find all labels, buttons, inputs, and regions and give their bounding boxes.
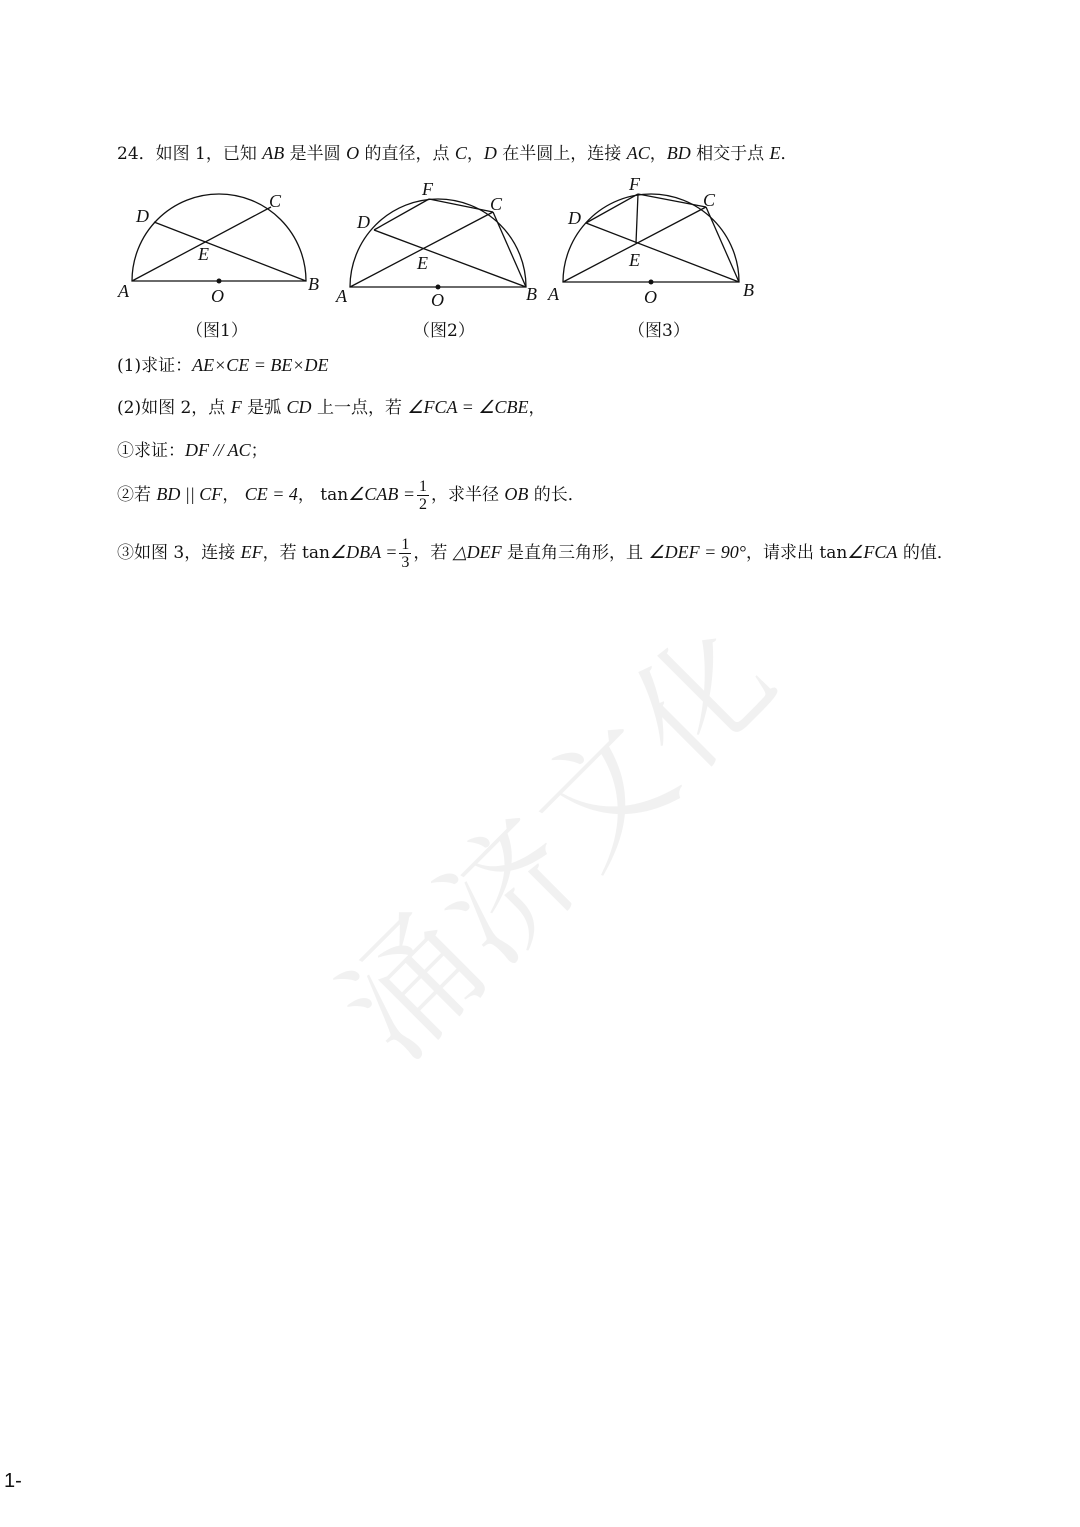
figure-2-caption: （图2） — [413, 321, 475, 341]
label-f-3: F — [629, 174, 640, 194]
figure-1-diagram — [110, 180, 330, 310]
label-e-2: E — [417, 253, 428, 273]
label-a-1: A — [118, 281, 129, 301]
center-point-2 — [436, 285, 441, 290]
label-a-3: A — [548, 284, 559, 304]
segment-bd-3 — [586, 223, 739, 282]
figure-2 — [330, 172, 560, 311]
label-a-2: A — [336, 286, 347, 306]
segment-bd-1 — [154, 222, 306, 281]
figure-2-diagram — [330, 172, 560, 310]
label-c-3: C — [703, 190, 716, 210]
segment-cb-2 — [493, 212, 526, 287]
figure-1-caption: （图1） — [186, 321, 248, 341]
segment-ac-2 — [350, 212, 493, 287]
label-o-2: O — [431, 290, 444, 310]
label-d-3: D — [568, 208, 581, 228]
part-2-2: ②若 BD || CF， CE = 4， tan∠CAB = $\frac{1}{2}$ ，求半径 OB 的长． — [117, 478, 585, 513]
segment-df-3 — [586, 194, 638, 223]
label-c-2: C — [490, 194, 503, 214]
segment-bd-2 — [374, 230, 526, 287]
figure-3-diagram — [540, 170, 770, 305]
segment-ef-3 — [636, 194, 638, 243]
page-number: 1- — [4, 1470, 22, 1492]
label-e-3: E — [629, 250, 640, 270]
label-e-1: E — [198, 244, 209, 264]
problem-stem: 24．如图 1，已知 AB 是半圆 O 的直径，点 C，D 在半圆上，连接 AC，BD 相交于点 E． — [117, 143, 798, 164]
figure-3 — [540, 170, 770, 309]
fraction-one-third: $\frac{1}{3}$ — [401, 536, 410, 571]
label-b-3: B — [743, 280, 754, 300]
fraction-one-half: $\frac{1}{2}$ — [418, 478, 427, 513]
label-c-1: C — [269, 191, 282, 211]
figure-1 — [110, 180, 330, 314]
center-point-3 — [649, 280, 654, 285]
label-b-1: B — [308, 274, 319, 294]
label-o-1: O — [211, 286, 224, 306]
label-d-2: D — [357, 212, 370, 232]
part-2-1: ①求证：DF // AC； — [117, 440, 268, 461]
label-o-3: O — [644, 287, 657, 307]
part-2-3: ③如图 3，连接 EF，若 tan∠DBA = $\frac{1}{3}$ ，若 △DEF 是直角三角形，且 ∠DEF = 90°，请求出 tan∠FCA 的值． — [117, 536, 954, 571]
part-2: (2)如图 2，点 F 是弧 CD 上一点，若 ∠FCA = ∠CBE， — [117, 397, 546, 418]
part-1: (1)求证：AE×CE = BE×DE — [117, 355, 329, 376]
label-b-2: B — [526, 284, 537, 304]
segment-ac-3 — [563, 207, 706, 282]
segment-df-2 — [374, 199, 429, 230]
label-f-2: F — [422, 179, 433, 199]
figure-3-caption: （图3） — [628, 321, 690, 341]
watermark: 涌济文化 — [313, 594, 806, 1088]
label-d-1: D — [136, 206, 149, 226]
center-point-1 — [217, 279, 222, 284]
segment-fc-2 — [429, 199, 493, 212]
